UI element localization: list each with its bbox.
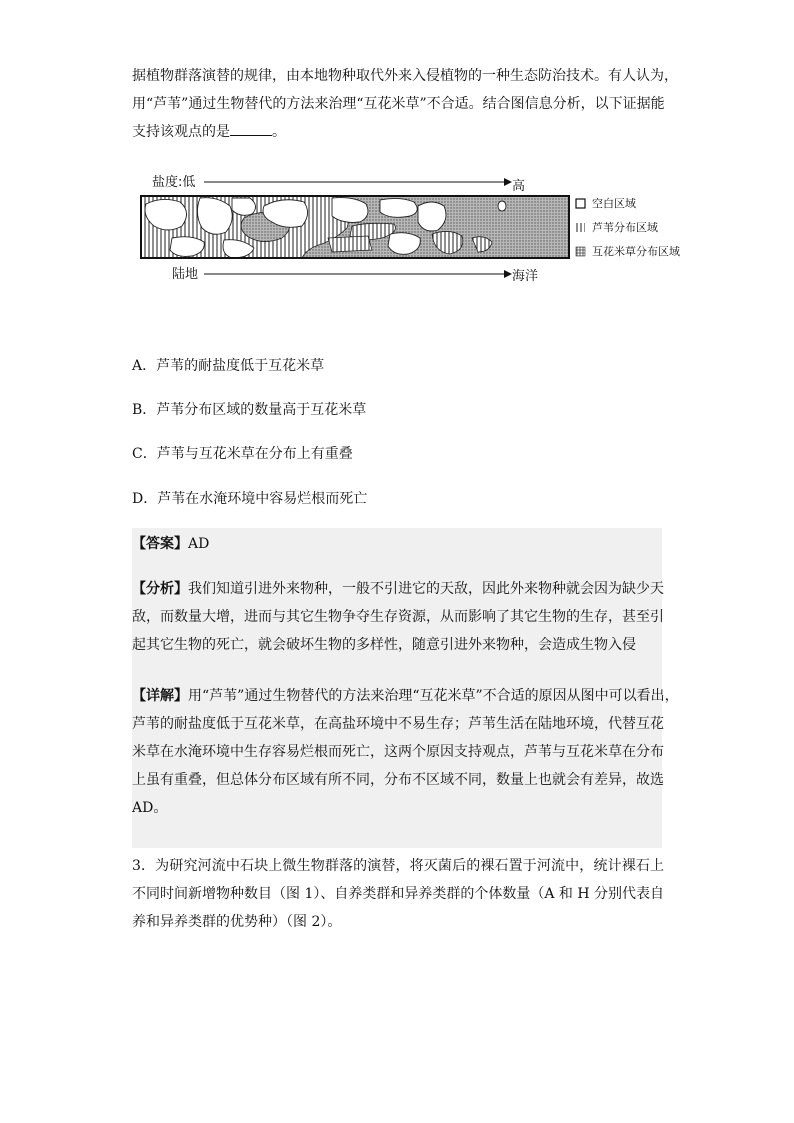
question3-text bbox=[132, 852, 664, 936]
option-d: D．芦苇在水淹环境中容易烂根而死亡 bbox=[132, 491, 368, 507]
option-c: C．芦苇与互花米草在分布上有重叠 bbox=[132, 446, 353, 462]
question-text bbox=[132, 62, 678, 146]
analysis-line-1 bbox=[132, 575, 662, 603]
detail-line-4: 上虽有重叠，但总体分布区域有所不同，分布不区域不同，数量上也就会有差异，故选 bbox=[132, 772, 664, 788]
detail-text-1: 用“芦苇”通过生物替代的方法来治理“互花米草”不合适的原因从图中可以看出， bbox=[188, 688, 679, 704]
analysis-paragraph bbox=[132, 575, 662, 659]
legend-reed-swatch bbox=[576, 223, 585, 232]
salinity-arrow-head bbox=[504, 178, 512, 186]
analysis-text-1: 我们知道引进外来物种，一般不引进它的天敌，因此外来物种就会因为缺少天 bbox=[188, 581, 664, 597]
answer-value: AD bbox=[188, 536, 210, 552]
answer-line bbox=[132, 530, 209, 558]
legend-spartina-label: 互花米草分布区域 bbox=[592, 245, 680, 258]
answer-label: 【答案】 bbox=[132, 536, 188, 552]
question-line-3-suffix: 。 bbox=[272, 124, 286, 140]
analysis-line-3: 起其它生物的死亡，就会破坏生物的多样性，随意引进外来物种，会造成生物入侵 bbox=[132, 637, 636, 653]
question-line-1: 据植物群落演替的规律，由本地物种取代外来入侵植物的一种生态防治技术。有人认为， bbox=[132, 68, 678, 84]
question3-line-2: 不同时间新增物种数目（图 1）、自养类群和异养类群的个体数量（A 和 H 分别代表自 bbox=[132, 886, 665, 902]
ocean-label: 海洋 bbox=[512, 269, 539, 284]
salinity-distribution-diagram bbox=[132, 168, 692, 288]
diagram-legend bbox=[576, 196, 680, 258]
legend-blank-label: 空白区域 bbox=[592, 197, 636, 210]
answer-blank bbox=[230, 121, 272, 136]
distribution-map bbox=[141, 196, 569, 258]
question-line-3-text: 支持该观点的是 bbox=[132, 124, 230, 140]
question3-line-3: 养和异养类群的优势种）（图 2）。 bbox=[132, 914, 342, 930]
detail-line-3: 米草在水淹环境中生存容易烂根而死亡，这两个原因支持观点，芦苇与互花米草在分布 bbox=[132, 744, 664, 760]
analysis-label: 【分析】 bbox=[132, 581, 188, 597]
legend-spartina-swatch bbox=[576, 247, 585, 256]
salinity-high-label: 高 bbox=[512, 179, 526, 194]
question-line-3 bbox=[132, 118, 664, 146]
detail-line-2: 芦苇的耐盐度低于互花米草，在高盐环境中不易生存；芦苇生活在陆地环境，代替互花 bbox=[132, 716, 664, 732]
legend-reed-label: 芦苇分布区域 bbox=[592, 221, 658, 234]
option-a: A．芦苇的耐盐度低于互花米草 bbox=[132, 358, 325, 374]
land-ocean-arrow-head bbox=[504, 270, 512, 278]
question-line-2: 用“芦苇”通过生物替代的方法来治理“互花米草”不合适。结合图信息分析，以下证据能 bbox=[132, 96, 665, 112]
question3-line-1: 3．为研究河流中石块上微生物群落的演替，将灭菌后的裸石置于河流中，统计裸石上 bbox=[132, 858, 664, 874]
land-label: 陆地 bbox=[172, 267, 199, 282]
legend-blank-swatch bbox=[576, 199, 585, 208]
salinity-low-label: 盐度:低 bbox=[152, 175, 196, 190]
detail-label: 【详解】 bbox=[132, 688, 188, 704]
option-b: B．芦苇分布区域的数量高于互花米草 bbox=[132, 402, 367, 418]
analysis-line-2: 敌，而数量大增，进而与其它生物争夺生存资源，从而影响了其它生物的生存，甚至引 bbox=[132, 609, 664, 625]
detail-line-5: AD。 bbox=[132, 800, 168, 816]
detail-paragraph bbox=[132, 682, 679, 822]
detail-line-1 bbox=[132, 682, 679, 710]
